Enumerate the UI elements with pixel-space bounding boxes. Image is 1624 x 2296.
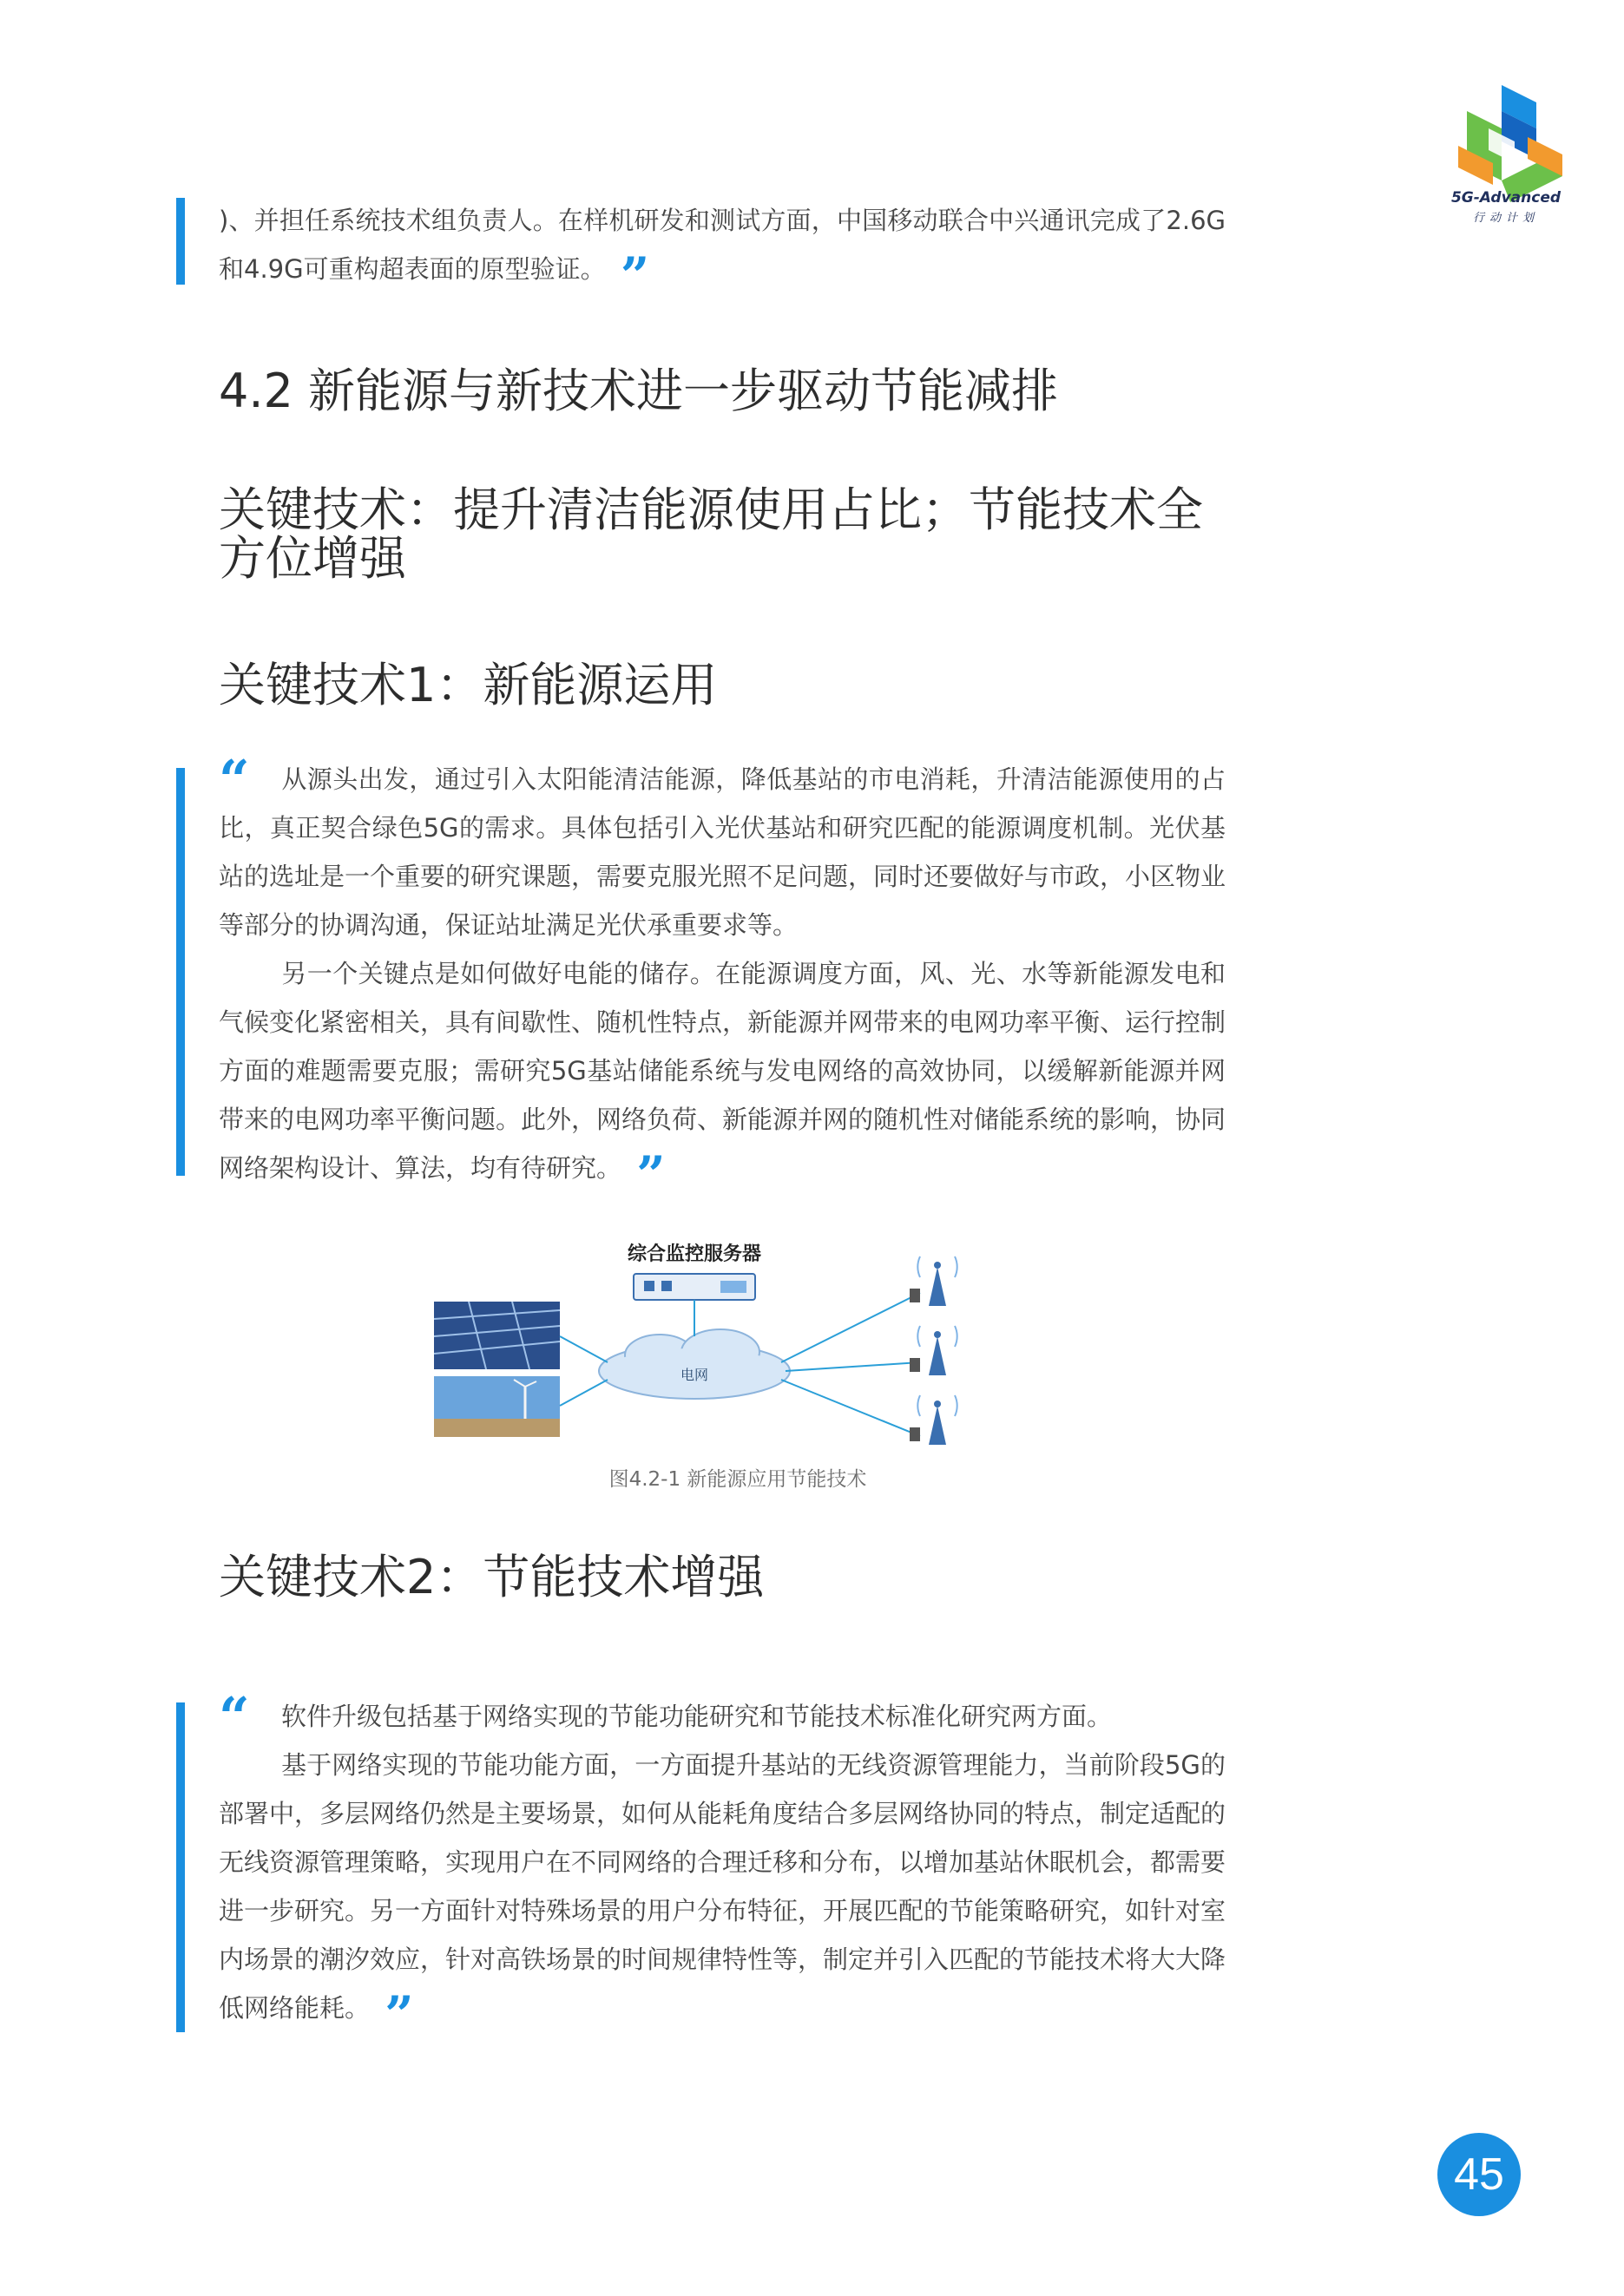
- close-quote-icon: ”: [636, 1145, 666, 1204]
- server-icon: [634, 1274, 755, 1300]
- key-tech-overview-title: 关键技术：提升清洁能源使用占比；节能技术全方位增强: [219, 482, 1203, 586]
- base-station-icon: [910, 1326, 957, 1375]
- key-tech-1-para-1-text: 从源头出发，通过引入太阳能清洁能源，降低基站的市电消耗，升清洁能源使用的占比，真正契合绿色5G的需求。具体包括引入光伏基站和研究匹配的能源调度机制。光伏基站的选址是一个重要的研究课题，需要克服光照不足问题，同时还要做好与市政，小区物业等部分的协调沟通，保证站址满足光伏承重要求等。: [219, 764, 1226, 940]
- key-tech-2-quote-bar: [176, 1702, 185, 2032]
- cloud-label: 电网: [680, 1367, 709, 1383]
- open-quote-icon: “: [219, 748, 250, 811]
- logo-text: [1437, 189, 1575, 225]
- key-tech-1-para-2-text: 另一个关键点是如何做好电能的储存。在能源调度方面，风、光、水等新能源发电和气候变化紧密相关，具有间歇性、随机性特点，新能源并网带来的电网功率平衡、运行控制方面的难题需要克服；需研究5G基站储能系统与发电网络的高效协同，以缓解新能源并网带来的电网功率平衡问题。此外，网络负荷、新能源并网的随机性对储能系统的影响，协同网络架构设计、算法，均有待研究。: [219, 959, 1226, 1183]
- key-tech-2-para-2-text: 基于网络实现的节能功能方面，一方面提升基站的无线资源管理能力，当前阶段5G的部署中，多层网络仍然是主要场景，如何从能耗角度结合多层网络协同的特点，制定适配的无线资源管理策略，实现用户在不同网络的合理迁移和分布，以增加基站休眠机会，都需要进一步研究。另一方面针对特殊场景的用户分布特征，开展匹配的节能策略研究，如针对室内场景的潮汐效应，针对高铁场景的时间规律特性等，制定并引入匹配的节能技术将大大降低网络能耗。: [219, 1750, 1226, 2023]
- page-number: 45: [1437, 2133, 1521, 2216]
- figure-caption: 图4.2-1 新能源应用节能技术: [608, 1468, 867, 1491]
- base-station-icon: [910, 1256, 957, 1306]
- key-tech-1-para-1: [219, 748, 1226, 949]
- intro-quote-body: )、并担任系统技术组负责人。在样机研发和测试方面，中国移动联合中兴通讯完成了2.6G和4.9G可重构超表面的原型验证。: [219, 206, 1226, 284]
- energy-network-figure: [434, 1241, 1007, 1458]
- close-quote-icon: ”: [620, 246, 650, 305]
- key-tech-2-para-1-text: 软件升级包括基于网络实现的节能功能研究和节能技术标准化研究两方面。: [281, 1702, 1113, 1731]
- key-tech-2-title: 关键技术2：节能技术增强: [219, 1550, 765, 1604]
- cloud-icon: [599, 1329, 790, 1399]
- intro-quote-text: [219, 196, 1226, 305]
- base-station-icon: [910, 1395, 957, 1445]
- logo-brand: 5G-Advanced: [1450, 189, 1562, 207]
- logo-subtitle: 行动计划: [1472, 212, 1539, 225]
- server-label: 综合监控服务器: [627, 1243, 762, 1265]
- intro-quote-bar: [176, 198, 185, 285]
- key-tech-1-para-2: [219, 949, 1226, 1204]
- solar-panel-icon: [434, 1302, 560, 1369]
- wind-turbine-icon: [434, 1376, 560, 1437]
- key-tech-2-para-2: [219, 1741, 1226, 2044]
- close-quote-icon: ”: [385, 1985, 414, 2044]
- key-tech-2-para-1: [219, 1692, 1226, 1741]
- key-tech-1-title: 关键技术1：新能源运用: [219, 658, 718, 712]
- key-tech-1-quote-bar: [176, 768, 185, 1176]
- open-quote-icon: “: [219, 1685, 250, 1748]
- section-title: 4.2 新能源与新技术进一步驱动节能减排: [219, 364, 1059, 418]
